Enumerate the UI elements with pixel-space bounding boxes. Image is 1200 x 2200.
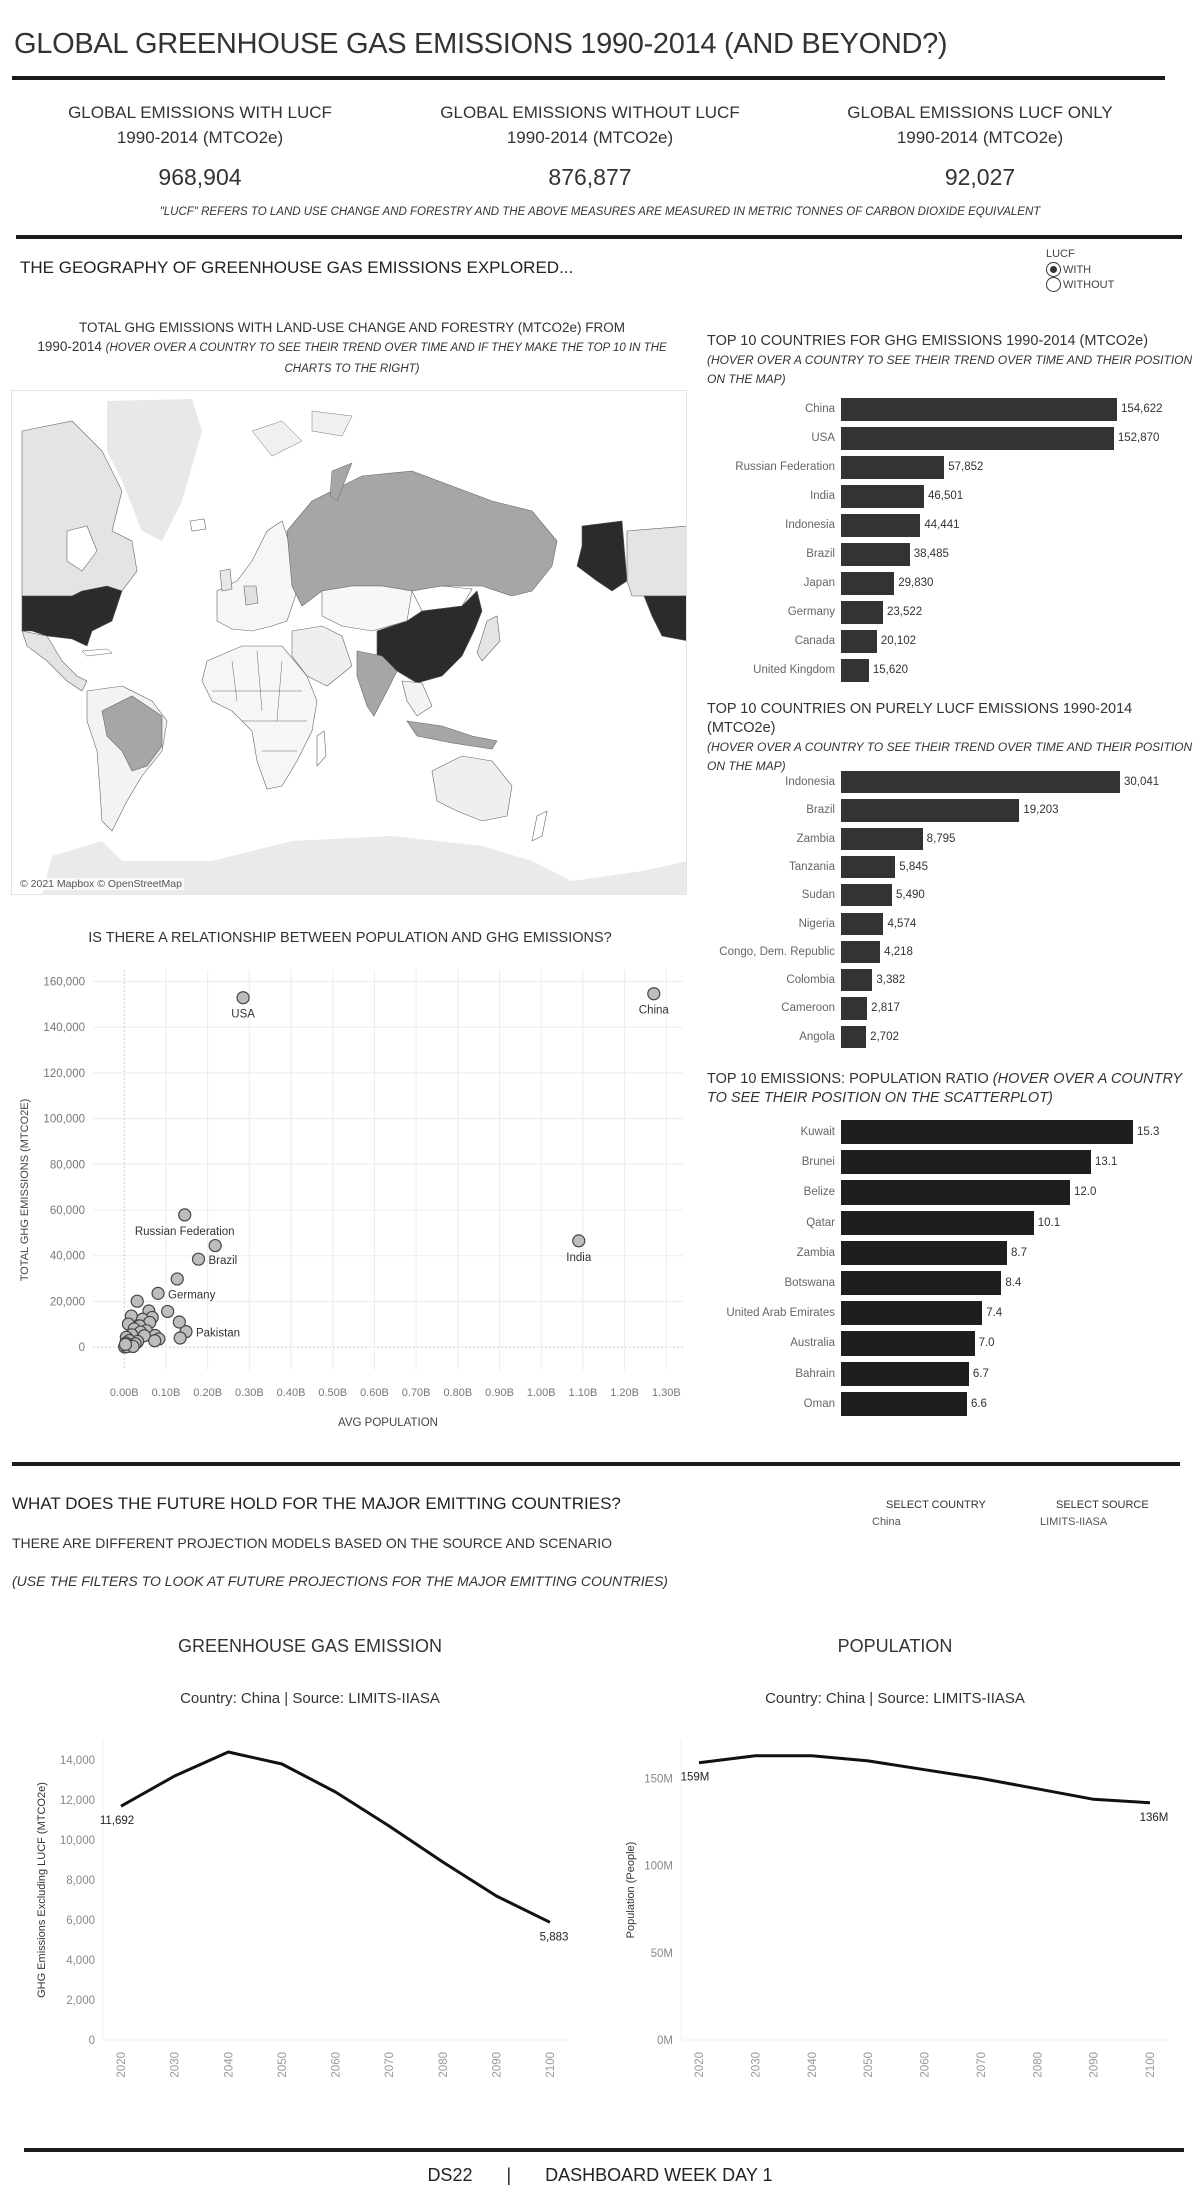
bar-value-label: 2,702 [870, 1030, 899, 1043]
map-caribbean [82, 649, 112, 656]
bar-value-label: 23,522 [886, 606, 923, 618]
bar[interactable] [841, 884, 892, 906]
line-chart-y-tick-label: 8,000 [66, 1875, 95, 1887]
world-map-svg[interactable] [12, 391, 687, 895]
bar-value-label: 29,830 [898, 577, 934, 589]
bar-row[interactable] [700, 572, 1200, 595]
bar-value-label: 19,203 [1023, 804, 1059, 817]
line-chart-x-tick-label: 2030 [169, 2052, 182, 2078]
map-russia[interactable] [287, 471, 557, 606]
bar-row[interactable] [700, 856, 1200, 878]
scatter-y-tick-label: 160,000 [43, 976, 85, 989]
footer-left: DS22 [427, 2165, 473, 2185]
bar-category-label: United Arab Emirates [726, 1307, 835, 1320]
scatter-point-label: Russian Federation [134, 1225, 235, 1238]
top10-ghg-title: TOP 10 COUNTRIES FOR GHG EMISSIONS 1990-2014 (MTCO2e) (HOVER OVER A COUNTRY TO SEE THEIR TREND OVER TIME AND THEIR POSITION ON THE MAP) [707, 333, 1193, 386]
radio-label: WITHOUT [1063, 278, 1115, 291]
scatter-point[interactable] [152, 1287, 164, 1299]
bar[interactable] [841, 514, 920, 537]
top10-ghg-hint: (HOVER OVER A COUNTRY TO SEE THEIR TREND OVER TIME AND THEIR POSITION ON THE MAP) [707, 353, 1193, 386]
footer [0, 2165, 1200, 2186]
scatter-point[interactable] [648, 988, 660, 1000]
bar-row[interactable] [700, 1331, 1200, 1355]
line-chart-y-tick-label: 150M [644, 1773, 673, 1786]
future-section-note: (USE THE FILTERS TO LOOK AT FUTURE PROJECTIONS FOR THE MAJOR EMITTING COUNTRIES) [12, 1573, 668, 1589]
bar-row[interactable] [700, 398, 1200, 421]
top10-lucf-hint: (HOVER OVER A COUNTRY TO SEE THEIR TREND OVER TIME AND THEIR POSITION ON THE MAP) [707, 740, 1193, 773]
source-filter-value[interactable]: LIMITS-IIASA [1040, 1516, 1108, 1528]
map-arctic-islands [252, 411, 352, 456]
line-chart-x-tick-label: 2090 [1088, 2052, 1101, 2078]
bar[interactable] [841, 1392, 967, 1416]
bar-category-label: Indonesia [785, 776, 835, 788]
line-chart-y-tick-label: 100M [644, 1860, 673, 1873]
bar[interactable] [841, 1241, 1007, 1265]
radio-option-with[interactable] [1046, 262, 1114, 277]
scatter-x-tick-label: 0.10B [151, 1387, 181, 1399]
kpi-label: GLOBAL EMISSIONS WITHOUT LUCF 1990-2014 (MTCO2e) [440, 103, 740, 147]
map-africa[interactable] [202, 646, 317, 789]
bar-value-label: 152,870 [1117, 432, 1160, 444]
footer-right: DASHBOARD WEEK DAY 1 [545, 2165, 773, 2185]
line-chart-x-tick-label: 2040 [806, 2052, 819, 2078]
source-filter-label: SELECT SOURCE [1056, 1499, 1149, 1511]
map-alaska[interactable] [577, 521, 627, 591]
bar[interactable] [841, 1271, 1001, 1295]
line-chart-y-tick-label: 50M [650, 1947, 673, 1960]
line-end-label: 136M [1139, 1811, 1169, 1824]
scatter-point-label: Brazil [208, 1255, 238, 1268]
kpi-label: GLOBAL EMISSIONS LUCF ONLY 1990-2014 (MTCO2e) [847, 103, 1113, 147]
map-usa-west-wrap[interactable] [644, 596, 687, 641]
scatter-point-label: Pakistan [195, 1327, 241, 1340]
bar[interactable] [841, 1120, 1133, 1144]
bar-category-label: Angola [799, 1030, 835, 1043]
map-germany[interactable] [244, 586, 258, 605]
scatter-y-tick-label: 20,000 [49, 1296, 85, 1309]
bar-row[interactable] [700, 913, 1200, 935]
map-indonesia[interactable] [407, 721, 497, 749]
ghg-projection-title: GREENHOUSE GAS EMISSION [177, 1636, 443, 1656]
scatter-x-tick-label: 0.70B [401, 1387, 431, 1399]
bar[interactable] [841, 1301, 982, 1325]
bar-value-label: 57,852 [948, 461, 984, 473]
ghg-projection-subtitle: Country: China | Source: LIMITS-IIASA [180, 1690, 440, 1707]
bar-category-label: Nigeria [798, 917, 835, 930]
title-divider [12, 76, 1165, 80]
bar-value-label: 15.3 [1137, 1126, 1160, 1138]
bar-row[interactable] [700, 514, 1200, 537]
future-section-subtext: THERE ARE DIFFERENT PROJECTION MODELS BASED ON THE SOURCE AND SCENARIO [12, 1535, 613, 1551]
bar[interactable] [841, 1362, 969, 1386]
line-chart-x-tick-label: 2090 [491, 2052, 504, 2078]
bar-row[interactable] [700, 1211, 1200, 1235]
scatter-point[interactable] [162, 1305, 174, 1317]
line-chart-x-tick-label: 2080 [1032, 2052, 1045, 2078]
country-filter-value[interactable]: China [872, 1516, 901, 1528]
kpi-value: 92,027 [944, 164, 1016, 190]
bar-value-label: 7.0 [978, 1337, 995, 1350]
bar-category-label: Russian Federation [735, 461, 835, 473]
dashboard-title: GLOBAL GREENHOUSE GAS EMISSIONS 1990-2014 (AND BEYOND?) [14, 28, 948, 60]
bar-value-label: 8.7 [1011, 1246, 1028, 1259]
footer-divider [24, 2148, 1184, 2152]
line-chart-x-tick-label: 2060 [330, 2052, 343, 2078]
line-chart-x-tick-label: 2100 [1145, 2052, 1157, 2078]
bar-value-label: 12.0 [1074, 1186, 1097, 1199]
bar-value-label: 6.6 [970, 1397, 987, 1410]
scatter-x-tick-label: 0.40B [276, 1387, 306, 1399]
lucf-filter-title: LUCF [1046, 248, 1075, 260]
bar-category-label: United Kingdom [753, 664, 835, 676]
scatter-y-tick-label: 120,000 [43, 1067, 85, 1080]
bar[interactable] [841, 456, 944, 479]
scatter-point-label: USA [231, 1008, 255, 1021]
bar-category-label: Colombia [786, 974, 835, 987]
scatter-x-tick-label: 0.80B [443, 1387, 473, 1399]
scatter-x-tick-label: 1.20B [610, 1387, 640, 1399]
bar-category-label: China [804, 403, 835, 415]
bar-category-label: India [810, 490, 835, 502]
bar-row[interactable] [700, 997, 1200, 1019]
bar-category-label: Tanzania [788, 860, 835, 873]
bar-value-label: 2,817 [871, 1002, 900, 1015]
map-title: TOTAL GHG EMISSIONS WITH LAND-USE CHANGE AND FORESTRY (MTCO2e) FROM 1990-2014 (HOVER OVER A COUNTRY TO SEE THEIR TREND OVER TIME AND IF THEY MAKE THE TOP 10 IN THE CHARTS TO THE RIGHT) [37, 320, 667, 375]
scatter-y-tick-label: 140,000 [43, 1022, 85, 1035]
line-chart-y-tick-label: 12,000 [59, 1795, 95, 1807]
bar-category-label: Cameroon [781, 1002, 835, 1015]
bar-row[interactable] [700, 456, 1200, 479]
bar-row[interactable] [700, 884, 1200, 906]
map-iceland[interactable] [190, 519, 206, 531]
population-projection-title: POPULATION [837, 1636, 953, 1656]
bar-category-label: Zambia [796, 1246, 835, 1259]
bar-row[interactable] [700, 543, 1200, 566]
bar-category-label: Bahrain [795, 1367, 835, 1380]
bar-value-label: 5,845 [899, 860, 929, 873]
scatter-x-tick-label: 1.10B [568, 1387, 598, 1399]
kpi-with-lucf [20, 100, 380, 191]
bar-value-label: 4,574 [887, 917, 917, 930]
bar-category-label: Japan [803, 577, 835, 589]
bar-value-label: 44,441 [924, 519, 960, 531]
line-chart-x-tick-label: 2020 [116, 2052, 128, 2078]
bar-row[interactable] [700, 601, 1200, 624]
bar[interactable] [841, 799, 1019, 821]
line-chart-x-tick-label: 2070 [384, 2052, 397, 2078]
scatter-x-tick-label: 0.20B [193, 1387, 223, 1399]
top10-ratio-hint: (HOVER OVER A COUNTRY TO SEE THEIR POSITION ON THE SCATTERPLOT) [707, 1071, 1182, 1106]
map-attribution[interactable]: © 2021 Mapbox © OpenStreetMap [20, 878, 182, 890]
footer-separator: | [506, 2165, 512, 2185]
country-filter[interactable] [872, 1499, 986, 1528]
bar-value-label: 4,218 [884, 945, 913, 958]
bar-category-label: Zambia [796, 832, 835, 845]
radio-label: WITH [1063, 263, 1092, 276]
bar[interactable] [841, 601, 883, 624]
bar-value-label: 46,501 [928, 490, 964, 502]
bar[interactable] [841, 1150, 1091, 1174]
line-chart-x-tick-label: 2080 [437, 2052, 450, 2078]
bar-category-label: Belize [803, 1186, 835, 1199]
radio-unselected-icon[interactable] [1046, 277, 1061, 292]
scatter-point[interactable] [179, 1209, 191, 1221]
line-chart-y-axis-title: Population (People) [625, 1841, 637, 1939]
bar-category-label: Brazil [806, 804, 835, 817]
bar-row[interactable] [700, 969, 1200, 991]
bar-value-label: 20,102 [880, 635, 917, 647]
scatter-point-label: China [638, 1004, 669, 1017]
bar-value-label: 8.4 [1005, 1277, 1022, 1289]
line-chart-y-axis-title: GHG Emissions Excluding LUCF (MTCO2e) [36, 1782, 48, 1998]
line-chart-y-tick-label: 6,000 [66, 1915, 95, 1927]
bar-category-label: Indonesia [785, 519, 835, 531]
scatter-y-tick-label: 100,000 [43, 1113, 85, 1126]
bar[interactable] [841, 1026, 866, 1048]
kpi-label: GLOBAL EMISSIONS WITH LUCF 1990-2014 (MTCO2e) [68, 103, 332, 147]
scatter-point[interactable] [120, 1338, 132, 1350]
top10-lucf-title: TOP 10 COUNTRIES ON PURELY LUCF EMISSIONS 1990-2014 (MTCO2e) (HOVER OVER A COUNTRY TO SEE THEIR TREND OVER TIME AND THEIR POSITION ON THE MAP) [707, 701, 1193, 773]
line-chart-y-tick-label: 14,000 [59, 1755, 95, 1767]
scatter-x-tick-label: 1.30B [651, 1387, 681, 1399]
bar-row[interactable] [700, 485, 1200, 508]
map-uk[interactable] [220, 569, 232, 591]
scatter-y-tick-label: 80,000 [49, 1159, 85, 1172]
bar-category-label: USA [811, 432, 835, 444]
bar-row[interactable] [700, 1180, 1200, 1204]
top10-ghg-bar-chart [700, 398, 1200, 678]
bar-category-label: Sudan [801, 889, 835, 902]
bar-value-label: 15,620 [872, 664, 909, 676]
line-chart-x-tick-label: 2050 [276, 2052, 289, 2078]
bar-value-label: 38,485 [913, 548, 949, 560]
bar-category-label: Australia [790, 1337, 835, 1350]
scatter-point[interactable] [131, 1295, 143, 1307]
bar-row[interactable] [700, 941, 1200, 963]
bar-row[interactable] [700, 659, 1200, 682]
radio-selected-icon[interactable] [1046, 262, 1061, 277]
scatter-y-tick-label: 60,000 [49, 1205, 85, 1217]
scatter-x-tick-label: 0.30B [234, 1387, 264, 1399]
bar-value-label: 5,490 [895, 889, 925, 902]
line-chart-y-tick-label: 4,000 [66, 1955, 95, 1967]
bar-category-label: Qatar [806, 1216, 835, 1229]
bar-category-label: Oman [803, 1397, 835, 1410]
scatter-point[interactable] [149, 1335, 161, 1347]
kpi-value: 968,904 [158, 164, 242, 190]
scatter-y-axis-title: TOTAL GHG EMISSIONS (MTCO2E) [19, 1098, 31, 1282]
bar[interactable] [841, 913, 883, 935]
scatter-x-tick-label: 0.60B [360, 1387, 389, 1399]
bar[interactable] [841, 572, 894, 595]
line-chart-x-tick-label: 2060 [919, 2052, 932, 2078]
bar-value-label: 10.1 [1037, 1216, 1061, 1229]
line-series[interactable] [121, 1752, 550, 1922]
bar[interactable] [841, 659, 869, 682]
bar-row[interactable] [700, 630, 1200, 653]
line-chart-y-tick-label: 0 [88, 2035, 95, 2047]
scatter-point-label: India [566, 1251, 592, 1264]
bar-category-label: Congo, Dem. Republic [719, 945, 835, 958]
line-chart-x-tick-label: 2030 [750, 2052, 763, 2078]
line-end-label: 5,883 [539, 1931, 569, 1944]
bar-value-label: 13.1 [1095, 1156, 1118, 1169]
kpi-lucf-only [800, 100, 1160, 191]
bar-row[interactable] [700, 1271, 1200, 1295]
bar-row[interactable] [700, 1150, 1200, 1174]
lucf-radio-filter [1046, 248, 1114, 292]
country-filter-label: SELECT COUNTRY [886, 1499, 986, 1511]
line-series[interactable] [699, 1756, 1150, 1803]
kpi-without-lucf [410, 100, 770, 191]
line-chart-y-tick-label: 10,000 [59, 1835, 95, 1847]
bar[interactable] [841, 856, 895, 878]
line-chart-y-tick-label: 2,000 [66, 1995, 95, 2007]
bar[interactable] [841, 485, 924, 508]
radio-option-without[interactable] [1046, 277, 1114, 292]
line-chart-x-tick-label: 2050 [863, 2052, 876, 2078]
scatter-x-tick-label: 1.00B [526, 1387, 556, 1399]
bar-row[interactable] [700, 1026, 1200, 1048]
scatter-point[interactable] [174, 1332, 186, 1344]
bar[interactable] [841, 427, 1114, 450]
top10-ratio-title: TOP 10 EMISSIONS: POPULATION RATIO (HOVER OVER A COUNTRY TO SEE THEIR POSITION ON THE SCATTERPLOT) [707, 1071, 1182, 1106]
map-greenland [107, 399, 202, 541]
population-vs-ghg-scatter[interactable] [0, 950, 700, 1460]
kpi-value: 876,877 [548, 164, 632, 190]
bar[interactable] [841, 969, 872, 991]
bar-category-label: Brunei [801, 1156, 835, 1169]
geography-section-heading: THE GEOGRAPHY OF GREENHOUSE GAS EMISSIONS EXPLORED... [20, 258, 574, 277]
bar-value-label: 8,795 [926, 832, 956, 845]
bar-value-label: 30,041 [1124, 776, 1160, 788]
bar[interactable] [841, 941, 880, 963]
top10-ratio-bar-chart [700, 1120, 1200, 1420]
scatter-x-tick-label: 0.00B [109, 1387, 139, 1399]
bar-value-label: 3,382 [876, 974, 906, 987]
scatter-point-label: Germany [168, 1289, 216, 1302]
bar[interactable] [841, 828, 923, 850]
bar-row[interactable] [700, 828, 1200, 850]
scatter-x-tick-label: 0.50B [318, 1387, 348, 1399]
line-start-label: 11,692 [99, 1815, 135, 1828]
bar-category-label: Kuwait [800, 1126, 835, 1138]
lucf-definition-note: "LUCF" REFERS TO LAND USE CHANGE AND FORESTRY AND THE ABOVE MEASURES ARE MEASURED IN METRIC TONNES OF CARBON DIOXIDE EQUIVALENT [159, 206, 1041, 218]
map-new-zealand[interactable] [532, 811, 547, 841]
bar-row[interactable] [700, 1392, 1200, 1416]
bar-category-label: Germany [787, 606, 835, 618]
scatter-point[interactable] [573, 1235, 585, 1247]
bar[interactable] [841, 1180, 1070, 1204]
population-projection-line-chart[interactable] [600, 1720, 1200, 2080]
line-chart-x-tick-label: 2040 [223, 2052, 236, 2078]
population-projection-subtitle: Country: China | Source: LIMITS-IIASA [765, 1690, 1025, 1707]
map-hover-hint: (HOVER OVER A COUNTRY TO SEE THEIR TREND OVER TIME AND IF THEY MAKE THE TOP 10 IN THE CHARTS TO THE RIGHT) [105, 342, 667, 375]
future-section-heading: WHAT DOES THE FUTURE HOLD FOR THE MAJOR EMITTING COUNTRIES? [12, 1494, 621, 1513]
bar[interactable] [841, 771, 1120, 793]
scatter-point[interactable] [209, 1240, 221, 1252]
line-chart-x-tick-label: 2100 [545, 2052, 557, 2078]
choropleth-world-map[interactable] [11, 390, 687, 895]
bar[interactable] [841, 997, 867, 1019]
bar-row[interactable] [700, 799, 1200, 821]
map-canada-east-wrap[interactable] [627, 526, 687, 596]
map-se-asia[interactable] [402, 681, 432, 716]
bar-category-label: Brazil [806, 548, 835, 560]
scatter-title: IS THERE A RELATIONSHIP BETWEEN POPULATION AND GHG EMISSIONS? [88, 930, 612, 946]
bar-row[interactable] [700, 771, 1200, 793]
section-divider [12, 1462, 1180, 1466]
scatter-y-tick-label: 40,000 [49, 1250, 85, 1263]
line-start-label: 159M [680, 1771, 710, 1784]
line-chart-x-tick-label: 2070 [975, 2052, 988, 2078]
scatter-point[interactable] [192, 1253, 204, 1265]
kpi-divider [16, 235, 1182, 239]
bar-category-label: Botswana [784, 1277, 835, 1289]
scatter-point[interactable] [171, 1273, 183, 1285]
top10-lucf-bar-chart [700, 771, 1200, 1051]
bar-row[interactable] [700, 1362, 1200, 1386]
bar[interactable] [841, 630, 877, 653]
bar[interactable] [841, 1211, 1034, 1235]
bar[interactable] [841, 543, 910, 566]
bar-row[interactable] [700, 1120, 1200, 1144]
bar-row[interactable] [700, 1241, 1200, 1265]
line-chart-x-tick-label: 2020 [694, 2052, 706, 2078]
line-chart-y-tick-label: 0M [657, 2035, 673, 2047]
map-japan[interactable] [477, 616, 500, 661]
bar-value-label: 6.7 [972, 1367, 989, 1380]
bar-value-label: 7.4 [986, 1307, 1003, 1320]
scatter-x-axis-title: AVG POPULATION [338, 1417, 438, 1429]
scatter-x-tick-label: 0.90B [485, 1387, 514, 1399]
scatter-point[interactable] [173, 1316, 185, 1328]
map-madagascar[interactable] [317, 731, 326, 766]
bar-row[interactable] [700, 427, 1200, 450]
bar-value-label: 154,622 [1121, 403, 1163, 415]
map-australia[interactable] [432, 756, 512, 821]
bar[interactable] [841, 1331, 975, 1355]
scatter-point[interactable] [237, 992, 249, 1004]
scatter-y-tick-label: 0 [78, 1342, 85, 1355]
source-filter[interactable] [1040, 1499, 1149, 1528]
bar-category-label: Canada [794, 635, 835, 647]
ghg-projection-line-chart[interactable] [0, 1720, 600, 2080]
bar[interactable] [841, 398, 1117, 421]
bar-row[interactable] [700, 1301, 1200, 1325]
